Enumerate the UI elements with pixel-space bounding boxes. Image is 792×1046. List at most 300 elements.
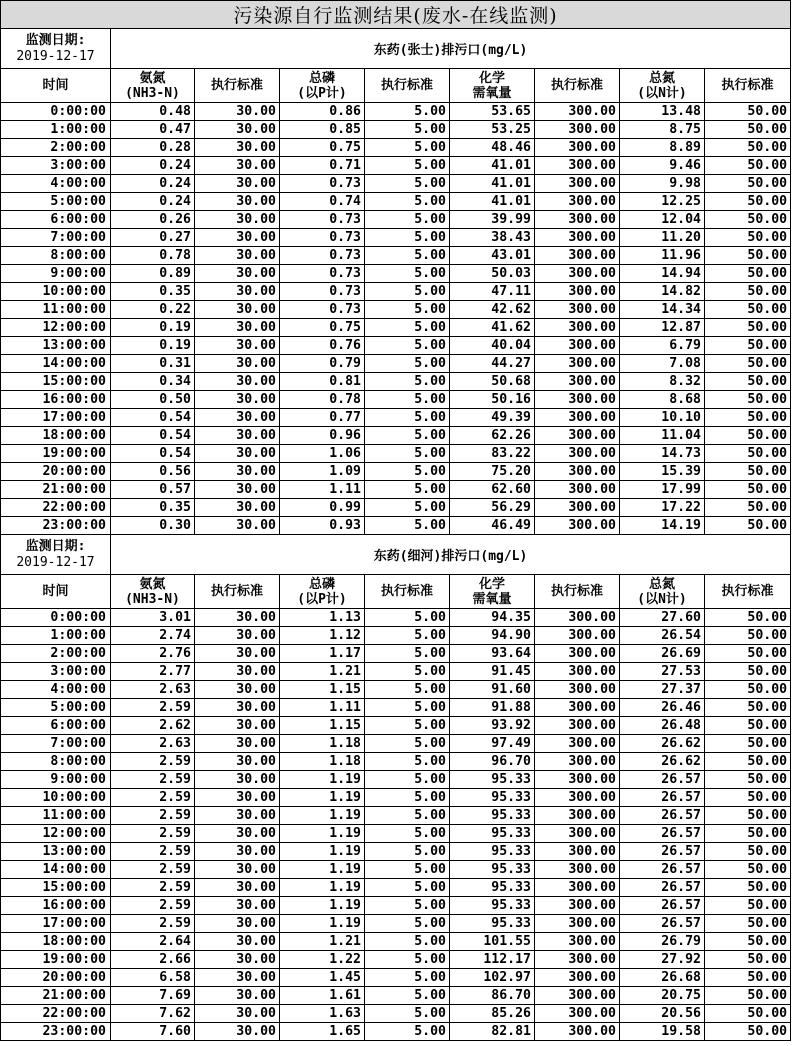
value-cell: 30.00 bbox=[195, 301, 280, 319]
table-row bbox=[1, 355, 791, 373]
value-cell: 5.00 bbox=[365, 663, 450, 681]
value-cell: 300.00 bbox=[535, 193, 620, 211]
value-cell: 1.19 bbox=[280, 807, 365, 825]
value-cell: 0.71 bbox=[280, 157, 365, 175]
value-cell: 5.00 bbox=[365, 391, 450, 409]
table-row bbox=[1, 627, 791, 645]
value-cell: 50.00 bbox=[705, 319, 791, 337]
value-cell: 300.00 bbox=[535, 373, 620, 391]
value-cell: 2.59 bbox=[111, 699, 195, 717]
value-cell: 300.00 bbox=[535, 1023, 620, 1041]
table-row bbox=[1, 915, 791, 933]
time-cell: 7:00:00 bbox=[1, 229, 111, 247]
date-value: 2019-12-17 bbox=[16, 48, 95, 64]
value-cell: 1.19 bbox=[280, 771, 365, 789]
value-cell: 5.00 bbox=[365, 609, 450, 627]
value-cell: 30.00 bbox=[195, 753, 280, 771]
table-row bbox=[1, 337, 791, 355]
value-cell: 50.00 bbox=[705, 193, 791, 211]
time-cell: 22:00:00 bbox=[1, 499, 111, 517]
value-cell: 0.24 bbox=[111, 157, 195, 175]
value-cell: 1.17 bbox=[280, 645, 365, 663]
value-cell: 300.00 bbox=[535, 645, 620, 663]
value-cell: 1.09 bbox=[280, 463, 365, 481]
table-row bbox=[1, 699, 791, 717]
value-cell: 0.73 bbox=[280, 229, 365, 247]
value-cell: 30.00 bbox=[195, 265, 280, 283]
value-cell: 50.00 bbox=[705, 121, 791, 139]
value-cell: 0.27 bbox=[111, 229, 195, 247]
value-cell: 30.00 bbox=[195, 499, 280, 517]
value-cell: 0.73 bbox=[280, 247, 365, 265]
value-cell: 46.49 bbox=[450, 517, 535, 535]
value-cell: 26.57 bbox=[620, 915, 705, 933]
value-cell: 300.00 bbox=[535, 121, 620, 139]
value-cell: 1.13 bbox=[280, 609, 365, 627]
value-cell: 6.79 bbox=[620, 337, 705, 355]
value-cell: 30.00 bbox=[195, 391, 280, 409]
time-cell: 0:00:00 bbox=[1, 103, 111, 121]
outlet-name: 东药(细河)排污口(mg/L) bbox=[111, 535, 791, 575]
value-cell: 50.00 bbox=[705, 735, 791, 753]
value-cell: 91.88 bbox=[450, 699, 535, 717]
value-cell: 0.73 bbox=[280, 301, 365, 319]
value-cell: 5.00 bbox=[365, 427, 450, 445]
value-cell: 112.17 bbox=[450, 951, 535, 969]
value-cell: 0.47 bbox=[111, 121, 195, 139]
table-row bbox=[1, 427, 791, 445]
value-cell: 11.04 bbox=[620, 427, 705, 445]
value-cell: 0.28 bbox=[111, 139, 195, 157]
value-cell: 5.00 bbox=[365, 157, 450, 175]
value-cell: 5.00 bbox=[365, 463, 450, 481]
value-cell: 50.00 bbox=[705, 499, 791, 517]
value-cell: 95.33 bbox=[450, 843, 535, 861]
time-cell: 21:00:00 bbox=[1, 481, 111, 499]
value-cell: 50.00 bbox=[705, 717, 791, 735]
table-row bbox=[1, 211, 791, 229]
value-cell: 30.00 bbox=[195, 103, 280, 121]
time-cell: 21:00:00 bbox=[1, 987, 111, 1005]
value-cell: 0.73 bbox=[280, 175, 365, 193]
value-cell: 50.00 bbox=[705, 933, 791, 951]
value-cell: 50.00 bbox=[705, 409, 791, 427]
value-cell: 300.00 bbox=[535, 951, 620, 969]
value-cell: 0.86 bbox=[280, 103, 365, 121]
value-cell: 0.24 bbox=[111, 175, 195, 193]
value-cell: 1.19 bbox=[280, 825, 365, 843]
col-std: 执行标准 bbox=[365, 575, 450, 609]
value-cell: 50.00 bbox=[705, 247, 791, 265]
value-cell: 40.04 bbox=[450, 337, 535, 355]
table-row bbox=[1, 717, 791, 735]
value-cell: 38.43 bbox=[450, 229, 535, 247]
value-cell: 300.00 bbox=[535, 517, 620, 535]
value-cell: 14.82 bbox=[620, 283, 705, 301]
header-line-1: 化学 bbox=[478, 70, 505, 86]
value-cell: 0.35 bbox=[111, 499, 195, 517]
value-cell: 26.62 bbox=[620, 753, 705, 771]
time-cell: 9:00:00 bbox=[1, 265, 111, 283]
value-cell: 48.46 bbox=[450, 139, 535, 157]
time-cell: 7:00:00 bbox=[1, 735, 111, 753]
value-cell: 30.00 bbox=[195, 987, 280, 1005]
value-cell: 300.00 bbox=[535, 157, 620, 175]
header-line-1: 总氮 bbox=[648, 576, 675, 592]
value-cell: 95.33 bbox=[450, 897, 535, 915]
value-cell: 0.54 bbox=[111, 409, 195, 427]
value-cell: 0.31 bbox=[111, 355, 195, 373]
value-cell: 300.00 bbox=[535, 265, 620, 283]
col-std: 执行标准 bbox=[195, 575, 280, 609]
value-cell: 50.16 bbox=[450, 391, 535, 409]
column-header-row bbox=[1, 575, 791, 609]
header-line-2: (以P计) bbox=[297, 85, 347, 101]
value-cell: 50.00 bbox=[705, 1005, 791, 1023]
table-row bbox=[1, 319, 791, 337]
value-cell: 30.00 bbox=[195, 861, 280, 879]
value-cell: 5.00 bbox=[365, 645, 450, 663]
time-cell: 3:00:00 bbox=[1, 663, 111, 681]
value-cell: 50.00 bbox=[705, 789, 791, 807]
value-cell: 30.00 bbox=[195, 699, 280, 717]
value-cell: 42.62 bbox=[450, 301, 535, 319]
value-cell: 50.00 bbox=[705, 211, 791, 229]
value-cell: 5.00 bbox=[365, 175, 450, 193]
value-cell: 300.00 bbox=[535, 391, 620, 409]
value-cell: 95.33 bbox=[450, 807, 535, 825]
value-cell: 56.29 bbox=[450, 499, 535, 517]
value-cell: 26.57 bbox=[620, 807, 705, 825]
col-std: 执行标准 bbox=[195, 69, 280, 103]
table-row bbox=[1, 463, 791, 481]
time-cell: 4:00:00 bbox=[1, 175, 111, 193]
value-cell: 95.33 bbox=[450, 825, 535, 843]
time-cell: 1:00:00 bbox=[1, 627, 111, 645]
value-cell: 1.19 bbox=[280, 789, 365, 807]
value-cell: 300.00 bbox=[535, 229, 620, 247]
value-cell: 26.57 bbox=[620, 861, 705, 879]
value-cell: 44.27 bbox=[450, 355, 535, 373]
value-cell: 50.00 bbox=[705, 915, 791, 933]
value-cell: 86.70 bbox=[450, 987, 535, 1005]
table-row bbox=[1, 481, 791, 499]
value-cell: 300.00 bbox=[535, 789, 620, 807]
value-cell: 95.33 bbox=[450, 771, 535, 789]
value-cell: 0.34 bbox=[111, 373, 195, 391]
value-cell: 8.68 bbox=[620, 391, 705, 409]
value-cell: 5.00 bbox=[365, 445, 450, 463]
time-cell: 4:00:00 bbox=[1, 681, 111, 699]
value-cell: 5.00 bbox=[365, 933, 450, 951]
value-cell: 0.54 bbox=[111, 427, 195, 445]
value-cell: 0.76 bbox=[280, 337, 365, 355]
value-cell: 30.00 bbox=[195, 139, 280, 157]
value-cell: 300.00 bbox=[535, 103, 620, 121]
value-cell: 50.00 bbox=[705, 879, 791, 897]
value-cell: 91.45 bbox=[450, 663, 535, 681]
value-cell: 1.19 bbox=[280, 843, 365, 861]
value-cell: 300.00 bbox=[535, 861, 620, 879]
value-cell: 26.57 bbox=[620, 879, 705, 897]
time-cell: 13:00:00 bbox=[1, 843, 111, 861]
value-cell: 97.49 bbox=[450, 735, 535, 753]
col-cod bbox=[450, 69, 535, 103]
value-cell: 50.03 bbox=[450, 265, 535, 283]
value-cell: 0.22 bbox=[111, 301, 195, 319]
value-cell: 50.00 bbox=[705, 283, 791, 301]
col-std: 执行标准 bbox=[705, 575, 791, 609]
value-cell: 50.00 bbox=[705, 427, 791, 445]
value-cell: 30.00 bbox=[195, 663, 280, 681]
value-cell: 30.00 bbox=[195, 645, 280, 663]
value-cell: 94.35 bbox=[450, 609, 535, 627]
value-cell: 5.00 bbox=[365, 807, 450, 825]
value-cell: 300.00 bbox=[535, 463, 620, 481]
value-cell: 5.00 bbox=[365, 499, 450, 517]
value-cell: 30.00 bbox=[195, 337, 280, 355]
table-row bbox=[1, 771, 791, 789]
value-cell: 94.90 bbox=[450, 627, 535, 645]
value-cell: 1.11 bbox=[280, 699, 365, 717]
time-cell: 14:00:00 bbox=[1, 861, 111, 879]
value-cell: 14.34 bbox=[620, 301, 705, 319]
time-cell: 1:00:00 bbox=[1, 121, 111, 139]
header-line-1: 总磷 bbox=[308, 576, 335, 592]
header-line-2: (NH3-N) bbox=[125, 85, 180, 101]
table-row bbox=[1, 103, 791, 121]
value-cell: 0.50 bbox=[111, 391, 195, 409]
value-cell: 1.19 bbox=[280, 915, 365, 933]
value-cell: 5.00 bbox=[365, 843, 450, 861]
value-cell: 30.00 bbox=[195, 915, 280, 933]
value-cell: 30.00 bbox=[195, 789, 280, 807]
value-cell: 5.00 bbox=[365, 481, 450, 499]
time-cell: 20:00:00 bbox=[1, 969, 111, 987]
value-cell: 26.57 bbox=[620, 897, 705, 915]
value-cell: 53.25 bbox=[450, 121, 535, 139]
value-cell: 5.00 bbox=[365, 825, 450, 843]
value-cell: 7.62 bbox=[111, 1005, 195, 1023]
value-cell: 1.18 bbox=[280, 753, 365, 771]
value-cell: 50.00 bbox=[705, 481, 791, 499]
value-cell: 26.69 bbox=[620, 645, 705, 663]
value-cell: 1.11 bbox=[280, 481, 365, 499]
value-cell: 300.00 bbox=[535, 409, 620, 427]
time-cell: 23:00:00 bbox=[1, 517, 111, 535]
value-cell: 2.59 bbox=[111, 807, 195, 825]
value-cell: 300.00 bbox=[535, 699, 620, 717]
value-cell: 7.69 bbox=[111, 987, 195, 1005]
value-cell: 0.19 bbox=[111, 337, 195, 355]
value-cell: 30.00 bbox=[195, 373, 280, 391]
time-cell: 0:00:00 bbox=[1, 609, 111, 627]
value-cell: 93.92 bbox=[450, 717, 535, 735]
value-cell: 8.75 bbox=[620, 121, 705, 139]
value-cell: 0.24 bbox=[111, 193, 195, 211]
table-row bbox=[1, 789, 791, 807]
value-cell: 0.74 bbox=[280, 193, 365, 211]
date-cell bbox=[1, 29, 111, 69]
value-cell: 0.75 bbox=[280, 139, 365, 157]
value-cell: 5.00 bbox=[365, 301, 450, 319]
date-label: 监测日期: bbox=[25, 538, 86, 554]
value-cell: 5.00 bbox=[365, 969, 450, 987]
value-cell: 300.00 bbox=[535, 445, 620, 463]
value-cell: 300.00 bbox=[535, 897, 620, 915]
value-cell: 50.00 bbox=[705, 609, 791, 627]
value-cell: 300.00 bbox=[535, 1005, 620, 1023]
value-cell: 5.00 bbox=[365, 735, 450, 753]
value-cell: 5.00 bbox=[365, 409, 450, 427]
value-cell: 1.61 bbox=[280, 987, 365, 1005]
value-cell: 5.00 bbox=[365, 897, 450, 915]
table-row bbox=[1, 951, 791, 969]
value-cell: 50.00 bbox=[705, 861, 791, 879]
date-value: 2019-12-17 bbox=[16, 554, 95, 570]
value-cell: 30.00 bbox=[195, 229, 280, 247]
value-cell: 10.10 bbox=[620, 409, 705, 427]
value-cell: 49.39 bbox=[450, 409, 535, 427]
table-row bbox=[1, 139, 791, 157]
value-cell: 2.77 bbox=[111, 663, 195, 681]
time-cell: 12:00:00 bbox=[1, 825, 111, 843]
value-cell: 300.00 bbox=[535, 337, 620, 355]
value-cell: 41.01 bbox=[450, 193, 535, 211]
table-row bbox=[1, 499, 791, 517]
value-cell: 1.12 bbox=[280, 627, 365, 645]
value-cell: 30.00 bbox=[195, 933, 280, 951]
value-cell: 30.00 bbox=[195, 175, 280, 193]
value-cell: 9.98 bbox=[620, 175, 705, 193]
value-cell: 5.00 bbox=[365, 1023, 450, 1041]
value-cell: 95.33 bbox=[450, 789, 535, 807]
time-cell: 9:00:00 bbox=[1, 771, 111, 789]
table-row bbox=[1, 445, 791, 463]
value-cell: 300.00 bbox=[535, 717, 620, 735]
value-cell: 9.46 bbox=[620, 157, 705, 175]
value-cell: 13.48 bbox=[620, 103, 705, 121]
value-cell: 2.59 bbox=[111, 843, 195, 861]
value-cell: 0.79 bbox=[280, 355, 365, 373]
value-cell: 50.00 bbox=[705, 517, 791, 535]
value-cell: 5.00 bbox=[365, 373, 450, 391]
value-cell: 0.77 bbox=[280, 409, 365, 427]
value-cell: 85.26 bbox=[450, 1005, 535, 1023]
value-cell: 30.00 bbox=[195, 121, 280, 139]
value-cell: 5.00 bbox=[365, 193, 450, 211]
value-cell: 30.00 bbox=[195, 717, 280, 735]
value-cell: 50.00 bbox=[705, 229, 791, 247]
col-nh3 bbox=[111, 575, 195, 609]
value-cell: 1.06 bbox=[280, 445, 365, 463]
value-cell: 0.73 bbox=[280, 265, 365, 283]
value-cell: 0.26 bbox=[111, 211, 195, 229]
value-cell: 2.74 bbox=[111, 627, 195, 645]
value-cell: 30.00 bbox=[195, 825, 280, 843]
value-cell: 30.00 bbox=[195, 897, 280, 915]
table-row bbox=[1, 735, 791, 753]
time-cell: 22:00:00 bbox=[1, 1005, 111, 1023]
value-cell: 300.00 bbox=[535, 175, 620, 193]
value-cell: 5.00 bbox=[365, 789, 450, 807]
value-cell: 50.00 bbox=[705, 771, 791, 789]
value-cell: 30.00 bbox=[195, 969, 280, 987]
table-row bbox=[1, 121, 791, 139]
value-cell: 30.00 bbox=[195, 735, 280, 753]
value-cell: 14.94 bbox=[620, 265, 705, 283]
value-cell: 17.22 bbox=[620, 499, 705, 517]
table-row bbox=[1, 175, 791, 193]
value-cell: 14.73 bbox=[620, 445, 705, 463]
value-cell: 5.00 bbox=[365, 265, 450, 283]
value-cell: 95.33 bbox=[450, 879, 535, 897]
value-cell: 300.00 bbox=[535, 933, 620, 951]
value-cell: 17.99 bbox=[620, 481, 705, 499]
value-cell: 50.00 bbox=[705, 969, 791, 987]
value-cell: 8.89 bbox=[620, 139, 705, 157]
outlet-name: 东药(张士)排污口(mg/L) bbox=[111, 29, 791, 69]
value-cell: 50.00 bbox=[705, 987, 791, 1005]
value-cell: 41.01 bbox=[450, 175, 535, 193]
value-cell: 0.35 bbox=[111, 283, 195, 301]
col-std: 执行标准 bbox=[365, 69, 450, 103]
value-cell: 14.19 bbox=[620, 517, 705, 535]
time-cell: 2:00:00 bbox=[1, 645, 111, 663]
time-cell: 18:00:00 bbox=[1, 427, 111, 445]
table-row bbox=[1, 987, 791, 1005]
value-cell: 30.00 bbox=[195, 193, 280, 211]
value-cell: 26.48 bbox=[620, 717, 705, 735]
value-cell: 30.00 bbox=[195, 771, 280, 789]
value-cell: 30.00 bbox=[195, 681, 280, 699]
time-cell: 16:00:00 bbox=[1, 391, 111, 409]
col-std: 执行标准 bbox=[535, 575, 620, 609]
value-cell: 62.26 bbox=[450, 427, 535, 445]
time-cell: 5:00:00 bbox=[1, 699, 111, 717]
section-meta-row bbox=[1, 29, 791, 69]
value-cell: 300.00 bbox=[535, 879, 620, 897]
value-cell: 62.60 bbox=[450, 481, 535, 499]
value-cell: 0.73 bbox=[280, 283, 365, 301]
table-row bbox=[1, 247, 791, 265]
value-cell: 300.00 bbox=[535, 427, 620, 445]
value-cell: 6.58 bbox=[111, 969, 195, 987]
title-row bbox=[1, 1, 791, 29]
value-cell: 5.00 bbox=[365, 753, 450, 771]
table-row bbox=[1, 1023, 791, 1041]
value-cell: 300.00 bbox=[535, 735, 620, 753]
value-cell: 50.00 bbox=[705, 663, 791, 681]
value-cell: 30.00 bbox=[195, 609, 280, 627]
value-cell: 2.59 bbox=[111, 825, 195, 843]
value-cell: 300.00 bbox=[535, 807, 620, 825]
value-cell: 12.87 bbox=[620, 319, 705, 337]
value-cell: 30.00 bbox=[195, 843, 280, 861]
value-cell: 1.63 bbox=[280, 1005, 365, 1023]
date-cell bbox=[1, 535, 111, 575]
table-row bbox=[1, 265, 791, 283]
table-row bbox=[1, 753, 791, 771]
value-cell: 30.00 bbox=[195, 445, 280, 463]
value-cell: 5.00 bbox=[365, 861, 450, 879]
value-cell: 0.56 bbox=[111, 463, 195, 481]
table-row bbox=[1, 843, 791, 861]
value-cell: 1.22 bbox=[280, 951, 365, 969]
value-cell: 11.96 bbox=[620, 247, 705, 265]
value-cell: 0.93 bbox=[280, 517, 365, 535]
header-line-1: 氨氮 bbox=[139, 70, 166, 86]
